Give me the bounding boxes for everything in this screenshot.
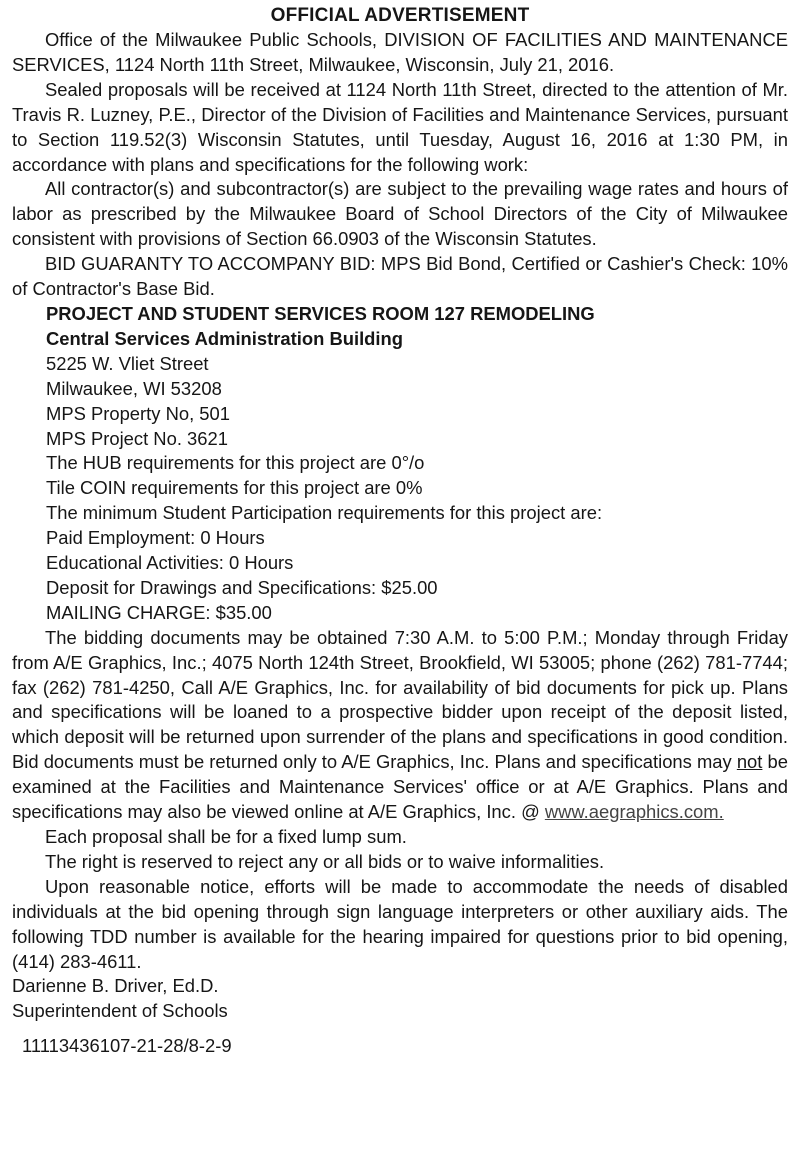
signature-block [12, 974, 788, 1024]
reference-number: 11113436107-21-28/8-2-9 [22, 1035, 232, 1057]
website-link[interactable]: www.aegraphics.com. [544, 801, 724, 823]
paragraph-lump-sum: Each proposal shall be for a fixed lump sum. [45, 826, 407, 847]
project-detail-city: Milwaukee, WI 53208 [46, 377, 222, 399]
project-detail-student-participation: The minimum Student Participation requirements for this project are: [46, 502, 603, 524]
paragraph-right-reserved: The right is reserved to reject any or all bids or to waive informalities. [45, 850, 605, 872]
paragraph-accommodation: Upon reasonable notice, efforts will be made to accommodate the needs of disabled individuals at the bid opening through sign language interpreters or other auxiliary aids. The following TDD number is available for the hearing impaired for questions prior to bid opening, (414) 283-4611. [12, 875, 788, 972]
project-detail-project-no: MPS Project No. 3621 [46, 427, 228, 449]
document-title: OFFICIAL ADVERTISEMENT [270, 5, 530, 26]
paragraph-office: Office of the Milwaukee Public Schools, DIVISION OF FACILITIES AND MAINTENANCE SERVICES, 1124 North 11th Street, Milwaukee, Wisconsin, July 21, 2016. [12, 29, 788, 75]
project-block [12, 302, 788, 626]
paragraph-prevailing-wage: All contractor(s) and subcontractor(s) are subject to the prevailing wage rates and hours of labor as prescribed by the Milwaukee Board of School Directors of the City of Milwaukee consistent with provisions of Section 66.0903 of the Wisconsin Statutes. [12, 178, 788, 250]
project-detail-educational-activities: Educational Activities: 0 Hours [46, 552, 294, 574]
project-detail-property-no: MPS Property No, 501 [46, 402, 230, 424]
paragraph-bid-guaranty: BID GUARANTY TO ACCOMPANY BID: MPS Bid Bond, Certified or Cashier's Check: 10% of Contractor's Base Bid. [12, 253, 788, 300]
project-detail-paid-employment: Paid Employment: 0 Hours [46, 527, 265, 549]
project-detail-deposit: Deposit for Drawings and Specifications: $25.00 [46, 576, 438, 598]
bidding-text-part-1: The bidding documents may be obtained 7:30 A.M. to 5:00 P.M.; Monday through Friday from A/E Graphics, Inc.; 4075 North 124th Street, Brookfield, WI 53005; phone (262) 781-7744; fax (262) 781-4250, Call A/E Graphics, Inc. for availability of bid documents for pick up. Plans and specifications will be loaned to a prospective bidder upon receipt of the deposit listed, which deposit will be returned upon surrender of the plans and specifications in good condition. Bid documents must be returned only to A/E Graphics, Inc. Plans and specifications may [12, 626, 788, 773]
project-name: PROJECT AND STUDENT SERVICES ROOM 127 REMODELING [46, 302, 595, 324]
paragraph-bidding-documents [12, 626, 788, 825]
project-detail-hub: The HUB requirements for this project are 0°/o [46, 452, 425, 474]
underlined-not: not [736, 751, 763, 773]
paragraph-sealed-proposals: Sealed proposals will be received at 1124 North 11th Street, directed to the attention of Mr. Travis R. Luzney, P.E., Director of the Division of Facilities and Maintenance Services, pursuant to Section 119.52(3) Wisconsin Statutes, until Tuesday, August 16, 2016 at 1:30 PM, in accordance with plans and specifications for the following work: [12, 78, 788, 175]
signature-name: Darienne B. Driver, Ed.D. [12, 975, 219, 997]
project-detail-mailing-charge: MAILING CHARGE: $35.00 [46, 601, 272, 623]
project-detail-coin: Tile COIN requirements for this project are 0% [46, 477, 423, 499]
bidding-text-part-2: be examined at the Facilities and Maintenance Services' office or at A/E Graphics. Plans and specifications may also be viewed online at A/E Graphics, Inc. @ [12, 751, 788, 823]
signature-title: Superintendent of Schools [12, 1000, 228, 1022]
project-building: Central Services Administration Building [46, 327, 403, 349]
project-detail-address: 5225 W. Vliet Street [46, 352, 209, 374]
